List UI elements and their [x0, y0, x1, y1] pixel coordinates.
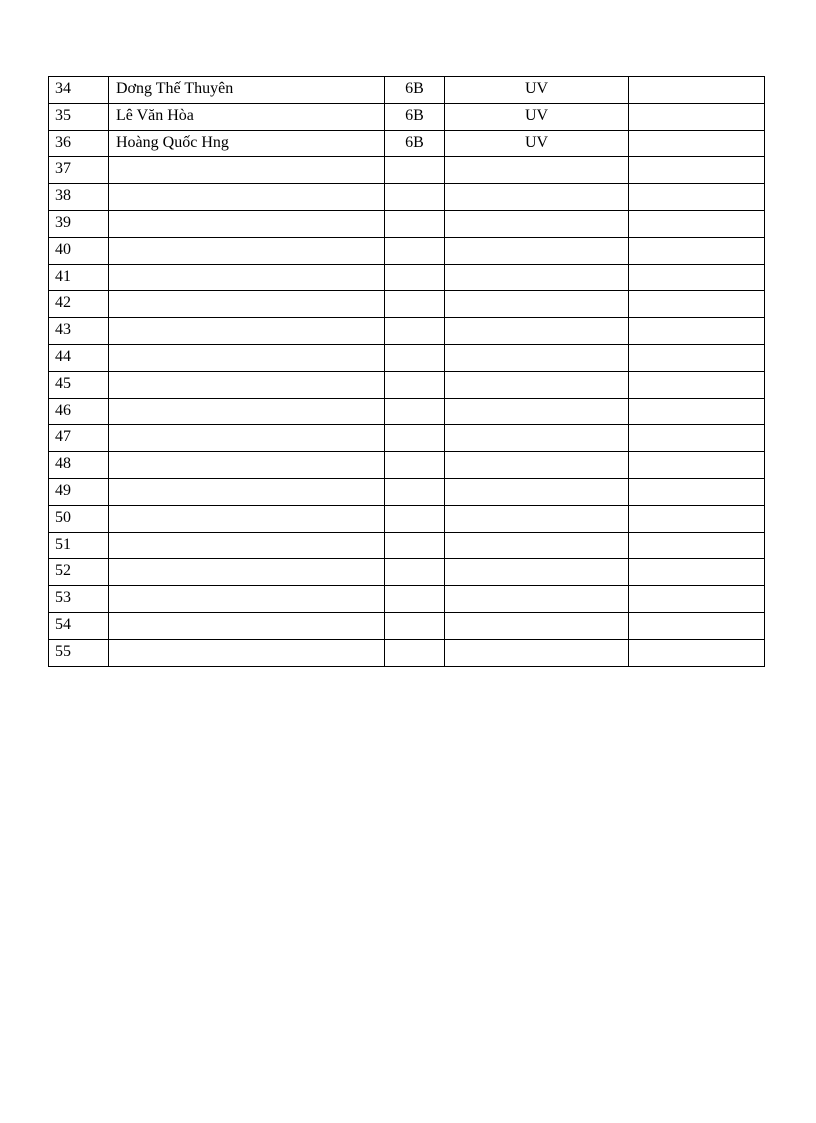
role-cell	[445, 639, 629, 666]
table-row	[49, 130, 765, 157]
row-number-cell: 48	[49, 452, 109, 479]
note-cell	[629, 612, 765, 639]
role-cell	[445, 157, 629, 184]
name-cell	[109, 532, 385, 559]
note-cell	[629, 77, 765, 104]
role-cell: UV	[445, 103, 629, 130]
name-cell	[109, 264, 385, 291]
role-cell	[445, 586, 629, 613]
row-number-cell: 55	[49, 639, 109, 666]
role-cell	[445, 344, 629, 371]
table-row	[49, 532, 765, 559]
row-number-cell: 44	[49, 344, 109, 371]
role-cell: UV	[445, 130, 629, 157]
role-cell	[445, 452, 629, 479]
note-cell	[629, 559, 765, 586]
role-cell: UV	[445, 77, 629, 104]
table-row	[49, 639, 765, 666]
row-number-cell: 40	[49, 237, 109, 264]
role-cell	[445, 264, 629, 291]
row-number-cell: 37	[49, 157, 109, 184]
name-cell	[109, 639, 385, 666]
table-row	[49, 318, 765, 345]
name-cell: Hoàng Quốc Hng	[109, 130, 385, 157]
note-cell	[629, 452, 765, 479]
table-row	[49, 371, 765, 398]
note-cell	[629, 371, 765, 398]
class-cell	[385, 371, 445, 398]
table-row	[49, 612, 765, 639]
note-cell	[629, 157, 765, 184]
table-row	[49, 210, 765, 237]
table-row	[49, 291, 765, 318]
row-number-cell: 36	[49, 130, 109, 157]
name-cell	[109, 371, 385, 398]
class-cell	[385, 532, 445, 559]
row-number-cell: 52	[49, 559, 109, 586]
row-number-cell: 54	[49, 612, 109, 639]
table-row	[49, 398, 765, 425]
table-row	[49, 77, 765, 104]
role-cell	[445, 184, 629, 211]
class-cell	[385, 559, 445, 586]
name-cell	[109, 184, 385, 211]
class-cell	[385, 612, 445, 639]
table-row	[49, 586, 765, 613]
note-cell	[629, 130, 765, 157]
table-row	[49, 505, 765, 532]
role-cell	[445, 505, 629, 532]
name-cell	[109, 398, 385, 425]
table-row	[49, 344, 765, 371]
note-cell	[629, 586, 765, 613]
note-cell	[629, 291, 765, 318]
role-cell	[445, 478, 629, 505]
class-cell	[385, 264, 445, 291]
name-cell	[109, 478, 385, 505]
class-cell: 6B	[385, 77, 445, 104]
note-cell	[629, 103, 765, 130]
note-cell	[629, 398, 765, 425]
class-cell: 6B	[385, 103, 445, 130]
note-cell	[629, 639, 765, 666]
role-cell	[445, 612, 629, 639]
role-cell	[445, 425, 629, 452]
row-number-cell: 51	[49, 532, 109, 559]
class-cell	[385, 586, 445, 613]
class-cell: 6B	[385, 130, 445, 157]
table-row	[49, 559, 765, 586]
name-cell	[109, 344, 385, 371]
table-row	[49, 425, 765, 452]
row-number-cell: 50	[49, 505, 109, 532]
role-cell	[445, 371, 629, 398]
table-row	[49, 237, 765, 264]
class-cell	[385, 398, 445, 425]
row-number-cell: 53	[49, 586, 109, 613]
role-cell	[445, 210, 629, 237]
class-cell	[385, 639, 445, 666]
row-number-cell: 43	[49, 318, 109, 345]
note-cell	[629, 532, 765, 559]
row-number-cell: 39	[49, 210, 109, 237]
note-cell	[629, 425, 765, 452]
roster-table-body	[49, 77, 765, 667]
class-cell	[385, 237, 445, 264]
name-cell	[109, 318, 385, 345]
name-cell	[109, 210, 385, 237]
role-cell	[445, 559, 629, 586]
role-cell	[445, 318, 629, 345]
row-number-cell: 45	[49, 371, 109, 398]
class-cell	[385, 210, 445, 237]
table-row	[49, 157, 765, 184]
row-number-cell: 49	[49, 478, 109, 505]
name-cell	[109, 559, 385, 586]
note-cell	[629, 184, 765, 211]
row-number-cell: 38	[49, 184, 109, 211]
role-cell	[445, 532, 629, 559]
class-cell	[385, 291, 445, 318]
note-cell	[629, 505, 765, 532]
note-cell	[629, 264, 765, 291]
name-cell	[109, 505, 385, 532]
name-cell	[109, 586, 385, 613]
name-cell	[109, 291, 385, 318]
role-cell	[445, 237, 629, 264]
row-number-cell: 34	[49, 77, 109, 104]
name-cell: Dơng Thế Thuyên	[109, 77, 385, 104]
name-cell	[109, 425, 385, 452]
note-cell	[629, 237, 765, 264]
row-number-cell: 47	[49, 425, 109, 452]
class-cell	[385, 184, 445, 211]
table-row	[49, 264, 765, 291]
name-cell	[109, 452, 385, 479]
role-cell	[445, 398, 629, 425]
name-cell	[109, 157, 385, 184]
note-cell	[629, 478, 765, 505]
table-row	[49, 184, 765, 211]
role-cell	[445, 291, 629, 318]
note-cell	[629, 344, 765, 371]
table-row	[49, 103, 765, 130]
class-cell	[385, 505, 445, 532]
class-cell	[385, 318, 445, 345]
name-cell	[109, 237, 385, 264]
name-cell: Lê Văn Hòa	[109, 103, 385, 130]
roster-table	[48, 76, 765, 667]
class-cell	[385, 478, 445, 505]
name-cell	[109, 612, 385, 639]
note-cell	[629, 318, 765, 345]
class-cell	[385, 425, 445, 452]
row-number-cell: 46	[49, 398, 109, 425]
class-cell	[385, 344, 445, 371]
table-row	[49, 478, 765, 505]
class-cell	[385, 452, 445, 479]
row-number-cell: 41	[49, 264, 109, 291]
row-number-cell: 35	[49, 103, 109, 130]
table-row	[49, 452, 765, 479]
row-number-cell: 42	[49, 291, 109, 318]
class-cell	[385, 157, 445, 184]
note-cell	[629, 210, 765, 237]
